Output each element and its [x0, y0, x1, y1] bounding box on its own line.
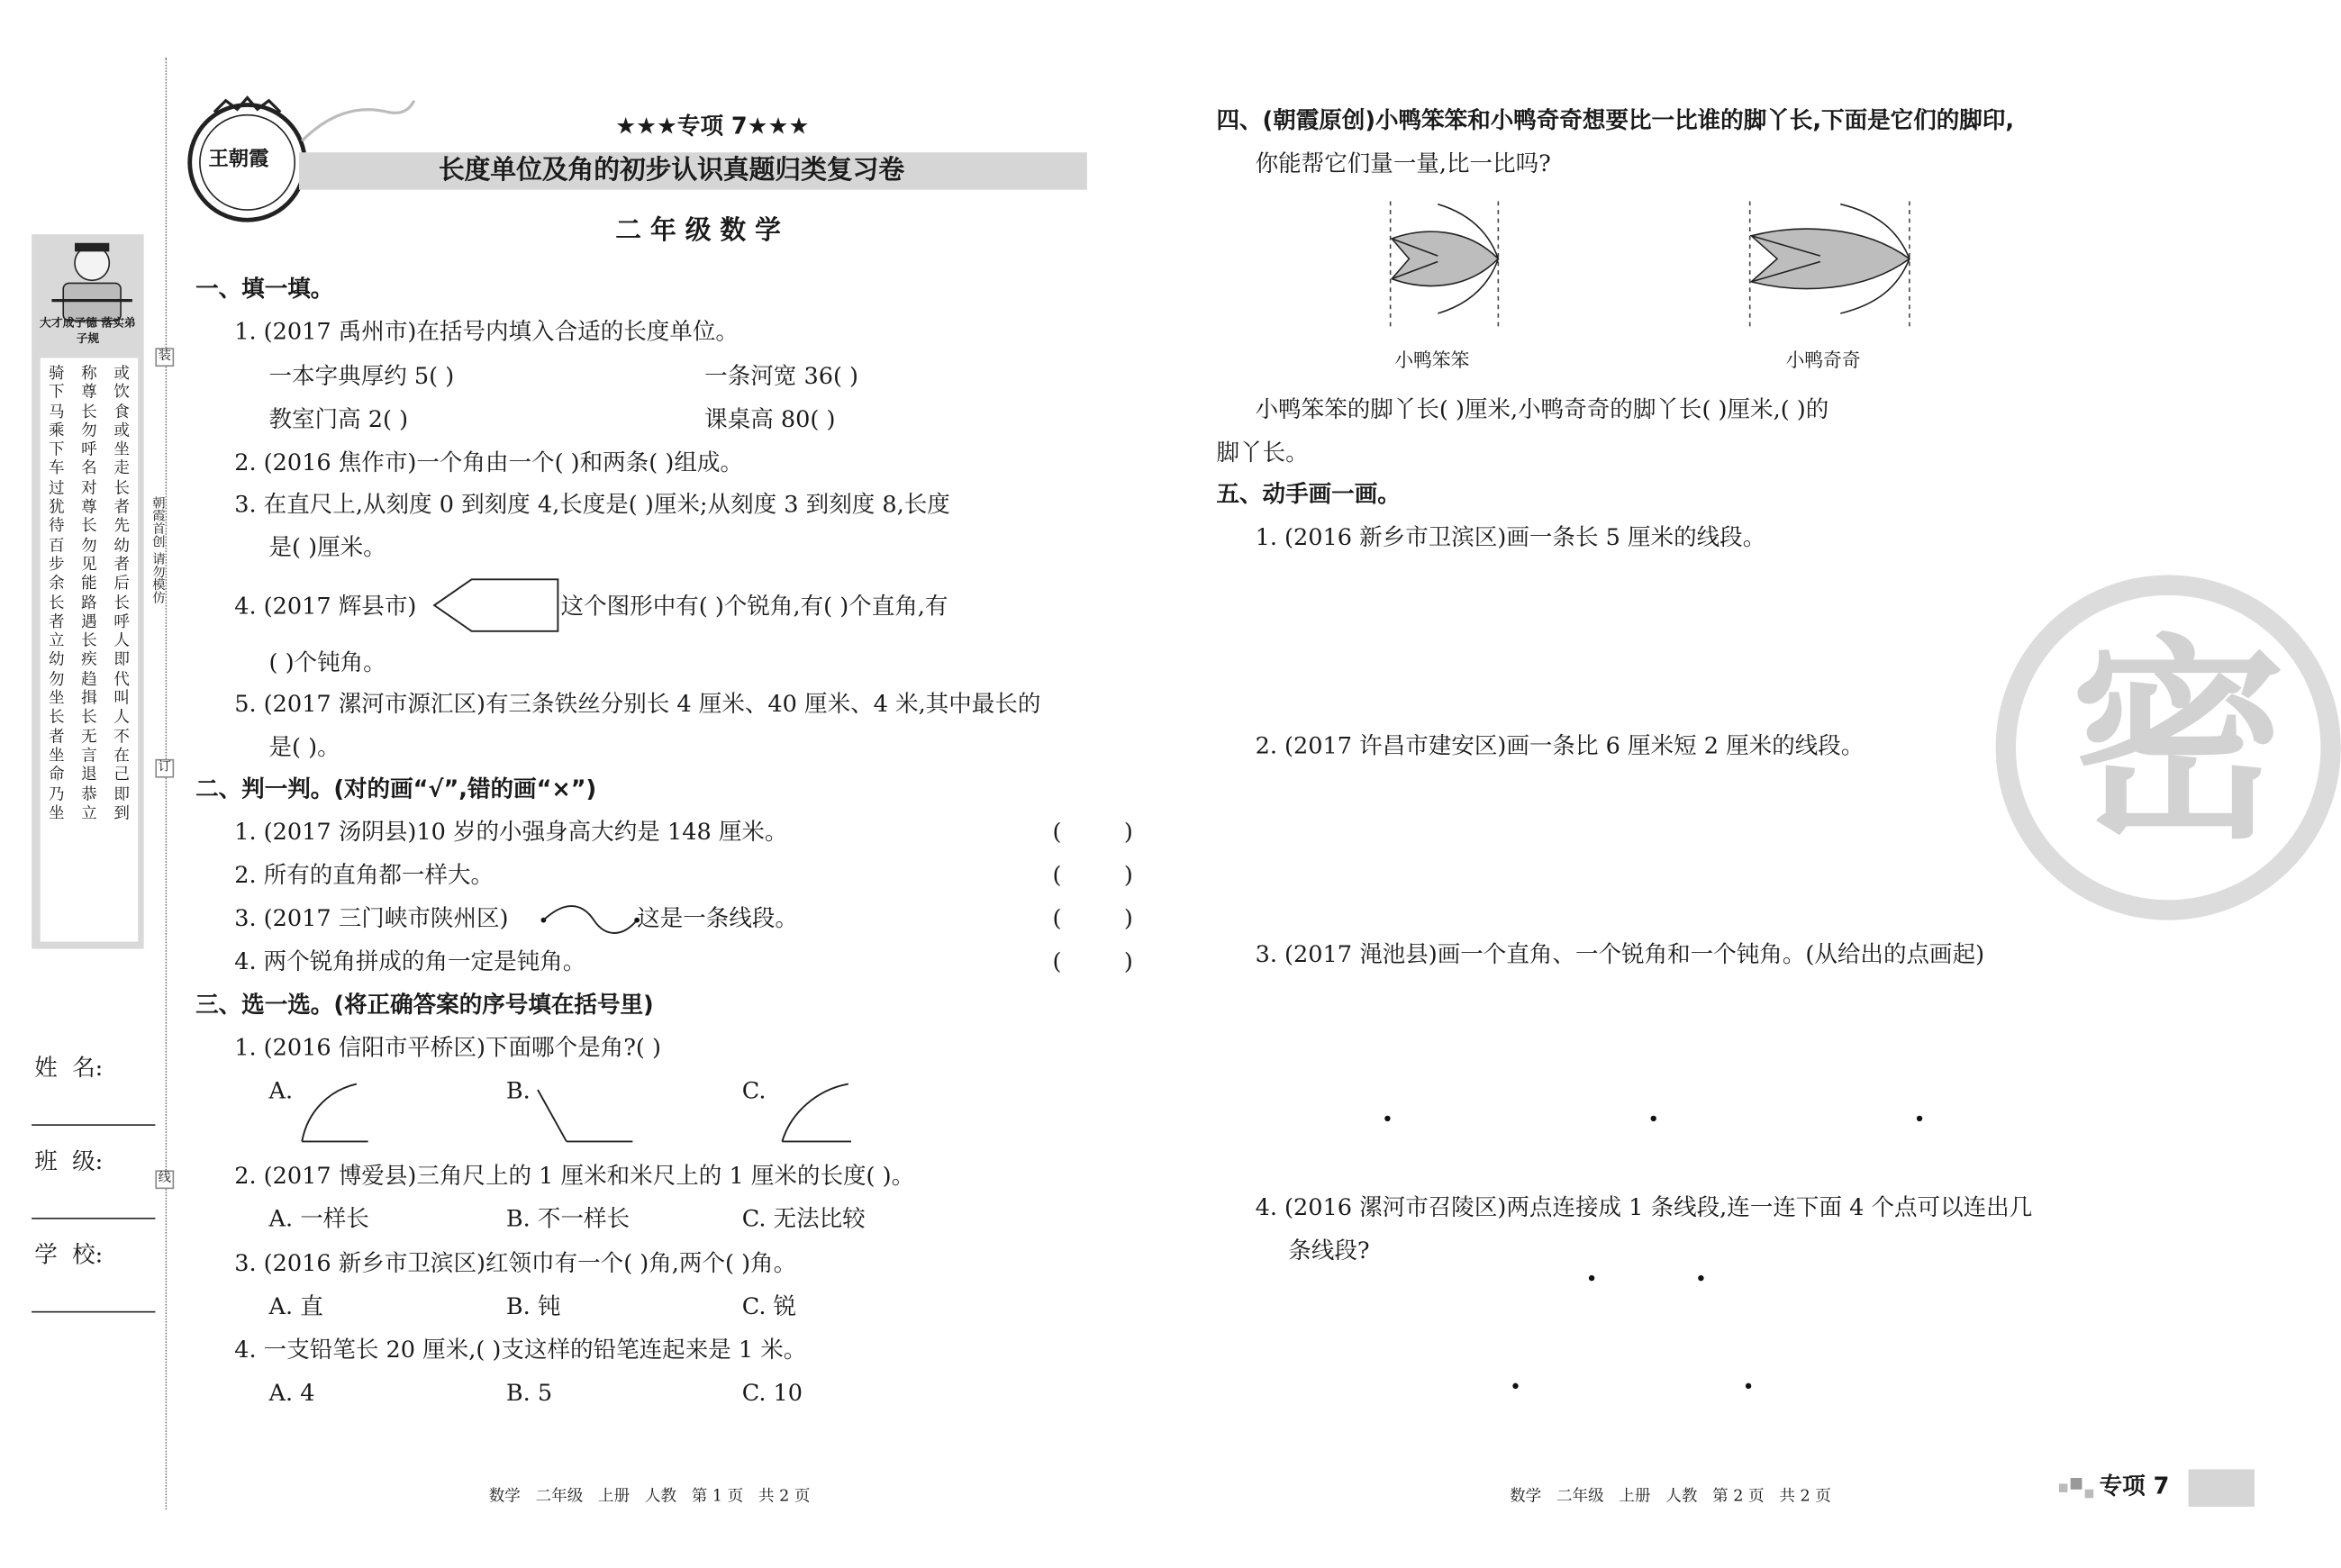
- rule-char: 长: [113, 593, 130, 612]
- rule-char: 长: [48, 593, 65, 612]
- rule-char: 言: [81, 746, 97, 766]
- paren-open: (: [1052, 947, 1062, 975]
- s3-q3-option-a[interactable]: A. 直: [268, 1292, 323, 1320]
- paren-open: (: [1052, 904, 1062, 932]
- paper-subtitle: 二 年 级 数 学: [615, 215, 781, 246]
- rule-char: 待: [48, 516, 65, 536]
- option-a-figure: [299, 1081, 371, 1147]
- rule-char: 己: [113, 765, 130, 784]
- s5-q4-line2: 条线段?: [1288, 1236, 1370, 1264]
- anti-copy-stamp: 朝霞首创 请勿模仿: [150, 495, 164, 604]
- rule-char: 在: [113, 746, 130, 766]
- s5-q4-line1: 4. (2016 漯河市召陵区)两点连接成 1 条线段,连一连下面 4 个点可以连出几: [1255, 1192, 2033, 1221]
- rule-char: 食: [113, 402, 130, 421]
- rule-char: 犹: [48, 497, 65, 517]
- s1-q1-c[interactable]: 教室门高 2( ): [268, 405, 409, 433]
- school-field[interactable]: [32, 1311, 155, 1313]
- seal-char-2: 订: [155, 759, 174, 778]
- s3-q3-option-c[interactable]: C. 锐: [741, 1292, 797, 1320]
- footer-badge: [2056, 1469, 2255, 1507]
- name-label: 姓 名:: [34, 1054, 104, 1082]
- pentagon-shape-figure: [431, 576, 568, 637]
- series-label: ★★★专项 7★★★: [615, 112, 810, 140]
- s3-q3-option-b[interactable]: B. 钝: [505, 1292, 561, 1320]
- s3-q4-option-c[interactable]: C. 10: [741, 1378, 803, 1407]
- sidebar-rules: [41, 358, 139, 941]
- rule-char: 无: [81, 727, 97, 746]
- rule-char: 者: [48, 727, 65, 746]
- rule-char: 幼: [48, 650, 65, 670]
- footer-right: 数学 二年级 上册 人教 第 2 页 共 2 页: [1510, 1486, 1831, 1506]
- s3-q1-option-c[interactable]: C.: [741, 1076, 767, 1104]
- footprint-benben-figure: [1380, 201, 1524, 345]
- section4-answer-line1[interactable]: 小鸭笨笨的脚丫长( )厘米,小鸭奇奇的脚丫长( )厘米,( )的: [1255, 394, 1829, 423]
- rule-char: 立: [48, 631, 65, 650]
- paren-close: ): [1123, 947, 1133, 975]
- rule-char: 即: [113, 784, 130, 803]
- seal-char-3: 线: [155, 1170, 174, 1189]
- footer-badge-text: 专项 7: [2099, 1472, 2170, 1500]
- rule-char: 余: [48, 574, 65, 594]
- rule-char: 即: [113, 650, 130, 670]
- rule-char: 趋: [81, 669, 97, 689]
- s3-q4-stem[interactable]: 4. 一支铅笔长 20 厘米,( )支这样的铅笔连起来是 1 米。: [234, 1335, 807, 1364]
- connect-point[interactable]: [1512, 1383, 1518, 1389]
- rule-char: 马: [48, 402, 65, 421]
- rule-char: 乘: [48, 421, 65, 440]
- rule-char: 对: [81, 478, 97, 497]
- s1-q4-prefix: 4. (2017 辉县市): [234, 592, 417, 621]
- s2-q4: 4. 两个锐角拼成的角一定是钝角。: [234, 947, 586, 975]
- rule-char: 不: [113, 727, 130, 746]
- rule-char: 乃: [48, 784, 65, 803]
- rules-column: [113, 364, 130, 942]
- rule-char: 称: [81, 363, 97, 383]
- s3-q2-option-b[interactable]: B. 不一样长: [505, 1204, 631, 1233]
- option-c-figure: [776, 1081, 863, 1147]
- rule-char: 长: [81, 631, 97, 650]
- rule-char: 车: [48, 458, 65, 478]
- badge-gray-bar: [2189, 1469, 2255, 1507]
- rule-char: 者: [48, 612, 65, 631]
- rule-char: 呼: [81, 440, 97, 459]
- paren-open: (: [1052, 818, 1062, 846]
- rule-char: 长: [81, 516, 97, 536]
- footprint-benben-label: 小鸭笨笨: [1394, 350, 1470, 373]
- rule-char: 勿: [48, 669, 65, 689]
- curved-line-figure: [540, 906, 643, 935]
- rule-char: 退: [81, 765, 97, 784]
- rule-char: 尊: [81, 497, 97, 517]
- answer-paren-3[interactable]: [1052, 904, 1133, 932]
- rule-char: 或: [113, 363, 130, 383]
- s3-q3-stem[interactable]: 3. (2016 新乡市卫滨区)红领巾有一个( )角,两个( )角。: [234, 1249, 797, 1277]
- rule-char: 勿: [81, 421, 97, 440]
- rule-char: 长: [81, 402, 97, 421]
- s3-q4-option-a[interactable]: A. 4: [268, 1378, 315, 1407]
- watermark-seal: [1996, 576, 2341, 920]
- rule-char: 长: [81, 707, 97, 727]
- rule-char: 人: [113, 707, 130, 727]
- footprint-qiqi-label: 小鸭奇奇: [1785, 350, 1861, 373]
- rule-char: 路: [81, 593, 97, 612]
- s5-q1: 1. (2016 新乡市卫滨区)画一条长 5 厘米的线段。: [1255, 523, 1766, 551]
- rule-char: 人: [113, 631, 130, 650]
- seal-char-1: 装: [155, 348, 174, 367]
- rule-char: 长: [113, 478, 130, 497]
- paren-open: (: [1052, 861, 1062, 889]
- rule-char: 能: [81, 574, 97, 594]
- rule-char: 名: [81, 458, 97, 478]
- s1-q1-a[interactable]: 一本字典厚约 5( ): [268, 362, 455, 390]
- s1-q5-line1[interactable]: 5. (2017 漯河市源汇区)有三条铁丝分别长 4 厘米、40 厘米、4 米,其中最长的: [234, 690, 1041, 718]
- rule-char: 饮: [113, 383, 130, 402]
- badge-squares: [2059, 1483, 2068, 1492]
- s5-q3: 3. (2017 渑池县)画一个直角、一个锐角和一个钝角。(从给出的点画起): [1255, 939, 1985, 968]
- paper-title: 长度单位及角的初步认识真题归类复习卷: [438, 155, 905, 186]
- sidebar-motto: 大才成子德 落实弟子规: [40, 316, 136, 346]
- section2-heading: 二、判一判。(对的画“√”,错的画“×”): [195, 775, 597, 802]
- s1-q5-line2[interactable]: 是( )。: [268, 733, 340, 761]
- section4-line1: 四、(朝霞原创)小鸭笨笨和小鸭奇奇想要比一比谁的脚丫长,下面是它们的脚印,: [1216, 106, 2015, 134]
- s1-q1-stem: 1. (2017 禹州市)在括号内填入合适的长度单位。: [234, 317, 739, 346]
- connect-point[interactable]: [1589, 1275, 1594, 1281]
- paren-close: ): [1123, 904, 1133, 932]
- rule-char: 过: [48, 478, 65, 497]
- section5-heading: 五、动手画一画。: [1216, 480, 1401, 508]
- s1-q1-d[interactable]: 课桌高 80( ): [704, 405, 836, 433]
- rule-char: 到: [113, 803, 130, 822]
- connect-point[interactable]: [1746, 1383, 1751, 1389]
- rule-char: 长: [48, 707, 65, 727]
- rule-char: 恭: [81, 784, 97, 803]
- s1-q4-suffix[interactable]: 这个图形中有( )个锐角,有( )个直角,有: [560, 592, 948, 621]
- rule-char: 先: [113, 516, 130, 536]
- rule-char: 步: [48, 555, 65, 574]
- s3-q4-option-b[interactable]: B. 5: [505, 1378, 553, 1407]
- binding-dotted-line: [166, 58, 168, 1509]
- section4-line2: 你能帮它们量一量,比一比吗?: [1255, 150, 1551, 177]
- s2-q1: 1. (2017 汤阴县)10 岁的小强身高大约是 148 厘米。: [234, 818, 788, 846]
- rule-char: 百: [48, 535, 65, 555]
- footer-left: 数学 二年级 上册 人教 第 1 页 共 2 页: [488, 1486, 811, 1506]
- rule-char: 坐: [48, 803, 65, 822]
- rule-char: 立: [81, 803, 97, 822]
- s2-q2: 2. 所有的直角都一样大。: [234, 861, 495, 889]
- rules-column: [49, 364, 65, 942]
- s2-q3: 3. (2017 三门峡市陕州区): [234, 904, 509, 932]
- school-label: 学 校:: [34, 1240, 104, 1268]
- rule-char: 者: [113, 497, 130, 517]
- s3-q2-stem[interactable]: 2. (2017 博爱县)三角尺上的 1 厘米和米尺上的 1 厘米的长度( )。: [234, 1161, 915, 1190]
- s3-q2-option-c[interactable]: C. 无法比较: [741, 1204, 866, 1233]
- rule-char: 骑: [48, 363, 65, 383]
- start-point[interactable]: [1917, 1116, 1922, 1121]
- s2-q3-suffix: 这是一条线段。: [637, 904, 798, 932]
- s1-q3-line2[interactable]: 是( )厘米。: [268, 533, 386, 561]
- class-field[interactable]: [32, 1218, 155, 1219]
- s1-q1-b[interactable]: 一条河宽 36( ): [704, 362, 859, 390]
- rule-char: 坐: [48, 746, 65, 766]
- rule-char: 勿: [81, 535, 97, 555]
- connect-point[interactable]: [1698, 1275, 1703, 1281]
- rule-char: 尊: [81, 383, 97, 402]
- watermark-char: 密: [2070, 618, 2287, 869]
- s3-q1-option-b[interactable]: B.: [505, 1076, 531, 1104]
- s1-q3-line1[interactable]: 3. 在直尺上,从刻度 0 到刻度 4,长度是( )厘米;从刻度 3 到刻度 8,长度: [234, 490, 950, 518]
- answer-paren-1[interactable]: [1052, 820, 1132, 844]
- rule-char: 呼: [113, 612, 130, 631]
- rule-char: 者: [113, 555, 130, 574]
- badge-squares: [2071, 1478, 2082, 1490]
- footprint-qiqi-figure: [1740, 201, 1928, 345]
- section3-heading: 三、选一选。(将正确答案的序号填在括号里): [195, 990, 654, 1019]
- rule-char: 疾: [81, 650, 97, 670]
- s1-q4-line2[interactable]: ( )个钝角。: [268, 648, 386, 676]
- s5-q2: 2. (2017 许昌市建安区)画一条比 6 厘米短 2 厘米的线段。: [1255, 731, 1865, 759]
- section1-heading: 一、填一填。: [195, 274, 334, 303]
- answer-paren-2[interactable]: [1052, 861, 1133, 889]
- name-field[interactable]: [32, 1124, 155, 1126]
- section4-answer-line2: 脚丫长。: [1216, 438, 1309, 467]
- rule-char: 遇: [81, 612, 97, 631]
- s1-q2[interactable]: 2. (2016 焦作市)一个角由一个( )和两条( )组成。: [234, 449, 743, 476]
- s3-q1-stem[interactable]: 1. (2016 信阳市平桥区)下面哪个是角?( ): [234, 1033, 661, 1062]
- rule-char: 下: [48, 383, 65, 402]
- ribbon-decoration: [302, 98, 417, 156]
- rule-char: 走: [113, 458, 130, 478]
- s3-q2-option-a[interactable]: A. 一样长: [268, 1204, 369, 1233]
- rule-char: 或: [113, 421, 130, 440]
- sidebar-motto-box: [32, 234, 144, 948]
- rule-char: 幼: [113, 535, 130, 555]
- start-point[interactable]: [1651, 1116, 1656, 1121]
- rule-char: 叫: [113, 688, 130, 708]
- rule-char: 代: [113, 669, 130, 689]
- s3-q1-option-a[interactable]: A.: [268, 1076, 294, 1104]
- badge-squares: [2085, 1490, 2094, 1499]
- rule-char: 下: [48, 440, 65, 459]
- answer-paren-4[interactable]: [1052, 947, 1133, 975]
- rule-char: 揖: [81, 688, 97, 708]
- option-b-figure: [535, 1081, 636, 1147]
- rule-char: 坐: [113, 440, 130, 459]
- logo-text: 王朝霞: [208, 148, 269, 171]
- rule-char: 见: [81, 555, 97, 574]
- paren-close: ): [1123, 818, 1133, 846]
- paren-close: ): [1123, 861, 1133, 889]
- rule-char: 命: [48, 765, 65, 784]
- class-label: 班 级:: [34, 1147, 104, 1175]
- start-point[interactable]: [1384, 1116, 1390, 1121]
- rule-char: 后: [113, 574, 130, 594]
- rules-column: [81, 364, 97, 942]
- rule-char: 坐: [48, 688, 65, 708]
